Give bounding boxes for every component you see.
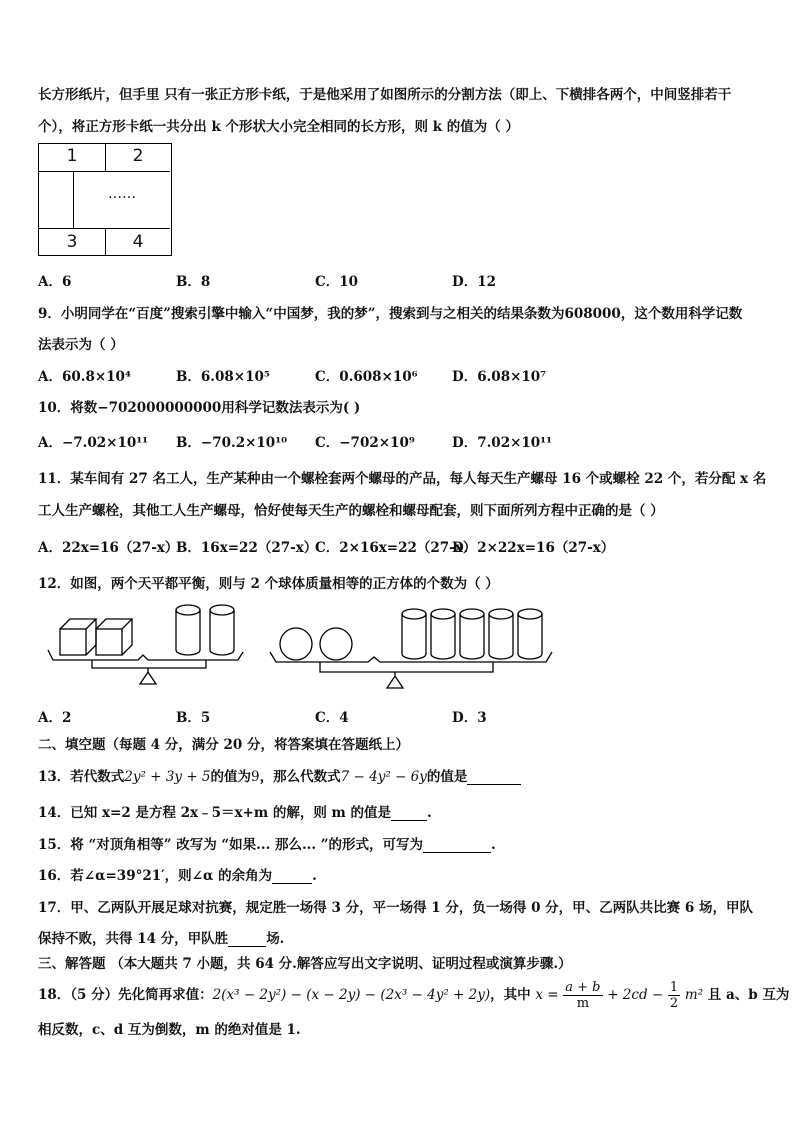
q10-option-a[interactable]: A．−7.02×10¹¹ (38, 435, 149, 451)
q13-val: 9 (251, 769, 260, 785)
q13-prefix: 13．若代数式 (38, 769, 125, 785)
q8-option-c[interactable]: C．10 (315, 274, 359, 290)
q13-expr2: 7 − 4y² − 6y (340, 769, 427, 785)
q17-answer-blank[interactable] (228, 934, 266, 947)
q14 (38, 801, 432, 821)
q15-end: . (491, 837, 496, 853)
section2-heading: 二、填空题（每题 4 分，满分 20 分，将答案填在答题纸上） (38, 737, 409, 753)
q14-text: 14．已知 x=2 是方程 2x﹣5＝x+m 的解，则 m 的值是 (38, 805, 392, 821)
q18-mid: + 2cd − (607, 987, 664, 1003)
frac1-denominator: m (576, 996, 590, 1011)
q15-text: 15．将 “对顶角相等” 改写为 “如果... 那么... ”的形式，可写为 (38, 837, 424, 853)
section3-heading: 三、解答题 （本大题共 7 小题，共 64 分.解答应写出文字说明、证明过程或演算步骤.） (38, 956, 572, 972)
right-balance-bar (320, 662, 493, 672)
q16-text: 16．若∠α=39°21′，则∠α 的余角为 (38, 868, 273, 884)
q17-line2-wrap (38, 927, 284, 947)
cylinder-icon (460, 609, 484, 659)
q16 (38, 864, 317, 884)
q12-stem: 12．如图，两个天平都平衡，则与 2 个球体质量相等的正方体的个数为（ ） (38, 576, 499, 592)
q18-x-eq: x = (535, 987, 559, 1003)
frac1-numerator: a + b (565, 980, 601, 995)
right-fulcrum-icon (387, 676, 403, 688)
q9-stem-line1: 9．小明同学在“百度”搜索引擎中输入“中国梦，我的梦”，搜索到与之相关的结果条数为608000，这个数用科学记数 (38, 306, 743, 322)
q13-suffix: 的值是 (426, 769, 468, 785)
q18-tail: m² (684, 987, 704, 1003)
q11-stem-line1: 11．某车间有 27 名工人，生产某种由一个螺栓套两个螺母的产品，每人每天生产螺母 16 个或螺栓 22 个，若分配 x 名 (38, 471, 767, 487)
q18-where: ，其中 (490, 987, 531, 1003)
q11-option-b[interactable]: B．16x=22（27-x） (176, 540, 318, 556)
cylinder-icon (402, 609, 426, 659)
cube-icon (60, 619, 96, 655)
q14-answer-blank[interactable] (391, 808, 427, 821)
q13-mid2: ，那么代数式 (259, 769, 341, 785)
cylinder-icon (489, 609, 513, 659)
q8-option-b[interactable]: B．8 (176, 274, 211, 290)
q18-line1 (38, 979, 789, 1011)
q12-option-c[interactable]: C．4 (315, 710, 349, 726)
q9-option-b[interactable]: B．6.08×10⁵ (176, 369, 270, 385)
q17-line2: 保持不败，共得 14 分，甲队胜 (38, 931, 229, 947)
q8-division-figure (38, 143, 172, 256)
q13-expr1: 2y² + 3y + 5 (124, 769, 211, 785)
q10-option-b[interactable]: B．−70.2×10¹⁰ (176, 435, 288, 451)
q18-expr: 2(x³ − 2y²) − (x − 2y) − (2x³ − 4y² + 2y) (212, 987, 491, 1003)
q16-answer-blank[interactable] (272, 871, 312, 884)
q8-option-a[interactable]: A．6 (38, 274, 72, 290)
q11-stem-line2: 工人生产螺栓，其他工人生产螺母，恰好使每天生产的螺栓和螺母配套，则下面所列方程中正确的是（ ） (38, 503, 664, 519)
sphere-icon (320, 628, 352, 660)
q16-end: . (312, 868, 317, 884)
cylinder-icon (431, 609, 455, 659)
frac2-denominator: 2 (669, 996, 679, 1011)
q15-answer-blank[interactable] (423, 840, 491, 853)
q9-option-c[interactable]: C．0.608×10⁶ (315, 369, 418, 385)
q12-balance-figure (38, 600, 558, 692)
q18-cond1: 且 a、b 互为 (703, 987, 790, 1003)
grid-label-3: 3 (66, 232, 78, 252)
q12-option-d[interactable]: D．3 (452, 710, 487, 726)
q8-option-d[interactable]: D．12 (452, 274, 496, 290)
q18-fraction-one-half (668, 980, 680, 1011)
frac2-numerator: 1 (669, 980, 679, 995)
q13 (38, 765, 521, 785)
left-balance-bar (92, 660, 206, 668)
cylinder-icon (518, 609, 542, 659)
q13-answer-blank[interactable] (467, 772, 521, 785)
q8-stem-line1: 长方形纸片，但手里 只有一张正方形卡纸，于是他采用了如图所示的分割方法（即上、下横排各两个，中间竖排若干 (38, 87, 732, 103)
cylinder-icon (176, 605, 200, 655)
q10-option-d[interactable]: D．7.02×10¹¹ (452, 435, 553, 451)
q14-end: . (427, 805, 432, 821)
sphere-icon (280, 628, 312, 660)
q11-option-a[interactable]: A．22x=16（27-x） (38, 540, 179, 556)
grid-ellipsis: …… (108, 186, 136, 202)
grid-label-4: 4 (132, 232, 144, 252)
q11-option-d[interactable]: D．2×22x=16（27-x） (452, 540, 615, 556)
q13-mid: 的值为 (210, 769, 252, 785)
left-fulcrum-icon (140, 672, 156, 684)
q10-stem: 10．将数−702000000000用科学记数法表示为( ) (38, 400, 361, 416)
q17-end: 场. (266, 931, 285, 947)
q9-stem-line2: 法表示为（ ） (38, 337, 124, 353)
q8-stem-line2: 个），将正方形卡纸一共分出 k 个形状大小完全相同的长方形，则 k 的值为（ ） (38, 119, 519, 135)
q10-option-c[interactable]: C．−702×10⁹ (315, 435, 415, 451)
q9-option-a[interactable]: A．60.8×10⁴ (38, 369, 131, 385)
q11-option-c[interactable]: C．2×16x=22（27-x） (315, 540, 477, 556)
q9-option-d[interactable]: D．6.08×10⁷ (452, 369, 547, 385)
q12-option-b[interactable]: B．5 (176, 710, 211, 726)
cube-icon (96, 619, 132, 655)
q17-line1: 17．甲、乙两队开展足球对抗赛，规定胜一场得 3 分，平一场得 1 分，负一场得 0 分，甲、乙两队共比赛 6 场，甲队 (38, 900, 753, 916)
q12-option-a[interactable]: A．2 (38, 710, 72, 726)
q18-line2: 相反数，c、d 互为倒数，m 的绝对值是 1. (38, 1022, 301, 1038)
q18-prefix: 18．（5 分）先化简再求值： (38, 987, 213, 1003)
q18-fraction-a-plus-b-over-m (563, 980, 602, 1011)
grid-label-1: 1 (66, 146, 78, 166)
cylinder-icon (210, 605, 234, 655)
q15 (38, 833, 496, 853)
grid-label-2: 2 (132, 146, 144, 166)
